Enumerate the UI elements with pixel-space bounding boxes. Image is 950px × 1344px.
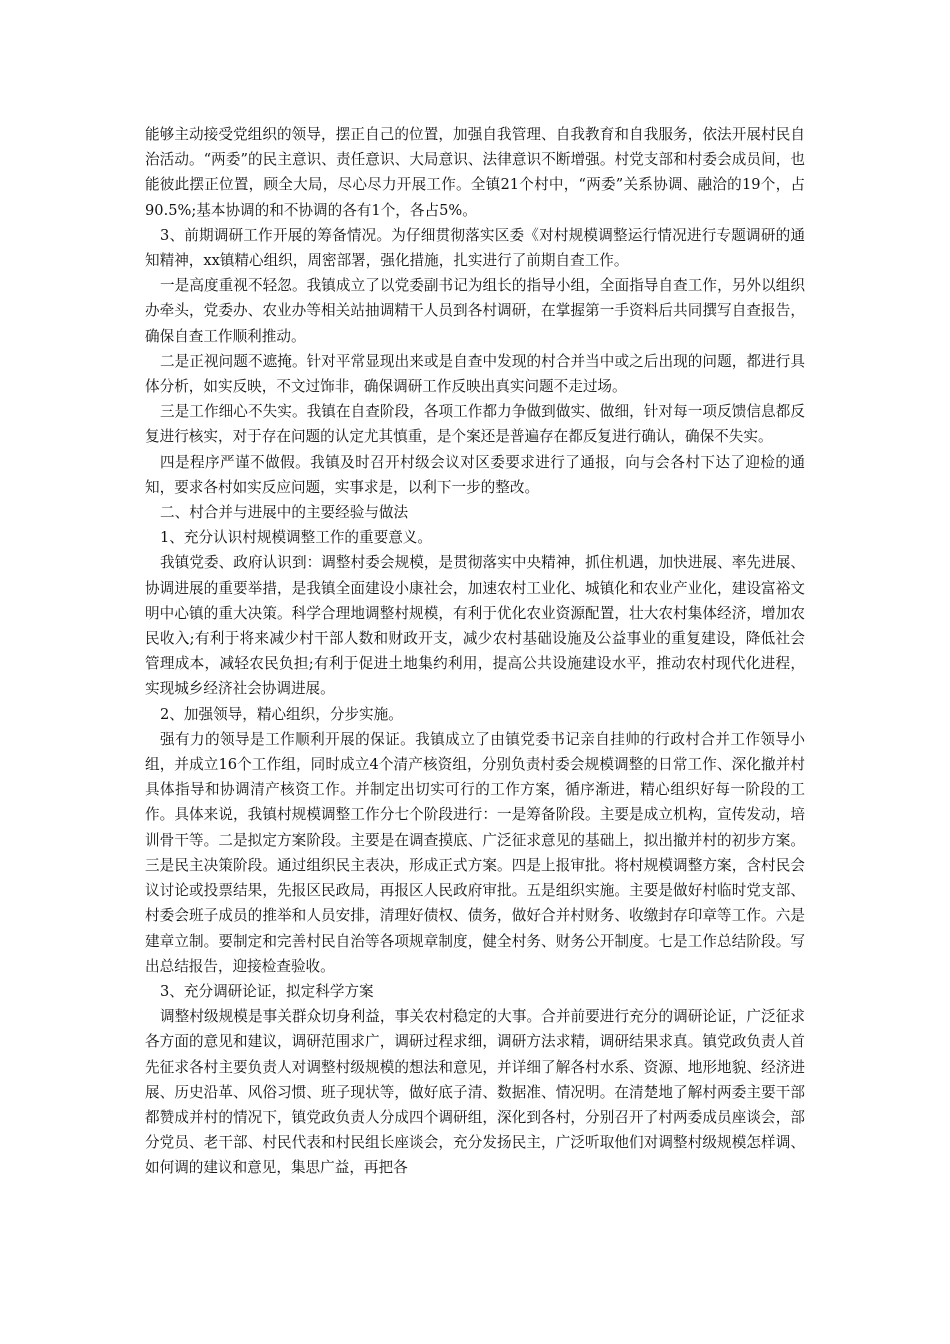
subheading-significance: 1、充分认识村规模调整工作的重要意义。 <box>160 529 432 547</box>
paragraph-point-three: 三是工作细心不失实。我镇在自查阶段，各项工作都力争做到做实、做细，针对每一项反馈信息都反复进行核实，对于存在问题的认定尤其慎重，是个案还是普遍存在都反复进行确认，确保不失实。 <box>145 403 805 446</box>
paragraph-research: 调整村级规模是事关群众切身利益，事关农村稳定的大事。合并前要进行充分的调研论证，广泛征求各方面的意见和建议，调研范围求广，调研过程求细，调研方法求精，调研结果求真。镇党政负责人首先征求各村主要负责人对调整村级规模的想法和意见，并详细了解各村水系、资源、地形地貌、经济进展、历史沿革、风俗习惯、班子现状等，做好底子清、数据准、情况明。在清楚地了解村两委主要干部都赞成并村的情况下，镇党政负责人分成四个调研组，深化到各村，分别召开了村两委成员座谈会，部分党员、老干部、村民代表和村民组长座谈会，充分发扬民主，广泛听取他们对调整村级规模怎样调、如何调的建议和意见，集思广益，再把各 <box>145 1008 805 1177</box>
paragraph-point-four: 四是程序严谨不做假。我镇及时召开村级会议对区委要求进行了通报，向与会各村下达了迎检的通知，要求各村如实反应问题，实事求是，以利下一步的整改。 <box>145 453 805 496</box>
paragraph-point-two: 二是正视问题不遮掩。针对平常显现出来或是自查中发现的村合并当中或之后出现的问题，都进行具体分析，如实反映，不文过饰非，确保调研工作反映出真实问题不走过场。 <box>145 352 805 396</box>
paragraph-leadership: 强有力的领导是工作顺利开展的保证。我镇成立了由镇党委书记亲自挂帅的行政村合并工作领导小组，并成立16个工作组，同时成立4个清产核资组，分别负责村委会规模调整的日常工作、深化撤并村具体指导和协调清产核资工作。并制定出切实可行的工作方案，循序渐进，精心组织好每一阶段的工作。具体来说，我镇村规模调整工作分七个阶段进行：一是筹备阶段。主要是成立机构，宣传发动，培训骨干等。二是拟定方案阶段。主要是在调查摸底、广泛征求意见的基础上，拟出撤并村的初步方案。三是民主决策阶段。通过组织民主表决，形成正式方案。四是上报审批。将村规模调整方案，含村民会议讨论或投票结果，先报区民政局，再报区人民政府审批。五是组织实施。主要是做好村临时党支部、村委会班子成员的推举和人员安排，清理好债权、债务，做好合并村财务、收缴封存印章等工作。六是建章立制。要制定和完善村民自治等各项规章制度，健全村务、财务公开制度。七是工作总结阶段。写出总结报告，迎接检查验收。 <box>145 730 805 975</box>
paragraph-continued: 能够主动接受党组织的领导，摆正自己的位置，加强自我管理、自我教育和自我服务，依法开展村民自治活动。“两委”的民主意识、责任意识、大局意识、法律意识不断增强。村党支部和村委会成员间，也能彼此摆正位置，顾全大局，尽心尽力开展工作。全镇21个村中，“两委”关系协调、融洽的19个，占90.5%;基本协调的和不协调的各有1个，各占5%。 <box>145 126 805 219</box>
paragraph-point-one: 一是高度重视不轻忽。我镇成立了以党委副书记为组长的指导小组，全面指导自查工作，另外以组织办牵头，党委办、农业办等相关站抽调精干人员到各村调研，在掌握第一手资料后共同撰写自查报告，确保自查工作顺利推动。 <box>145 277 805 345</box>
paragraph-significance: 我镇党委、政府认识到：调整村委会规模，是贯彻落实中央精神，抓住机遇，加快进展、率先进展、协调进展的重要举措，是我镇全面建设小康社会，加速农村工业化、城镇化和农业产业化，建设富裕文明中心镇的重大决策。科学合理地调整村规模，有利于优化农业资源配置，壮大农村集体经济，增加农民收入;有利于将来减少村干部人数和财政开支，减少农村基础设施及公益事业的重复建设，降低社会管理成本，减轻农民负担;有利于促进土地集约利用，提高公共设施建设水平，推动农村现代化进程，实现城乡经济社会协调进展。 <box>145 554 805 698</box>
section-heading-experience: 二、村合并与进展中的主要经验与做法 <box>160 504 409 522</box>
subheading-leadership: 2、加强领导，精心组织，分步实施。 <box>160 705 403 723</box>
subheading-research: 3、充分调研论证，拟定科学方案 <box>160 982 374 1000</box>
document-body <box>145 122 805 1181</box>
paragraph-preliminary-research: 3、前期调研工作开展的筹备情况。为仔细贯彻落实区委《对村规模调整运行情况进行专题调研的通知精神，xx镇精心组织，周密部署，强化措施，扎实进行了前期自查工作。 <box>145 226 805 270</box>
